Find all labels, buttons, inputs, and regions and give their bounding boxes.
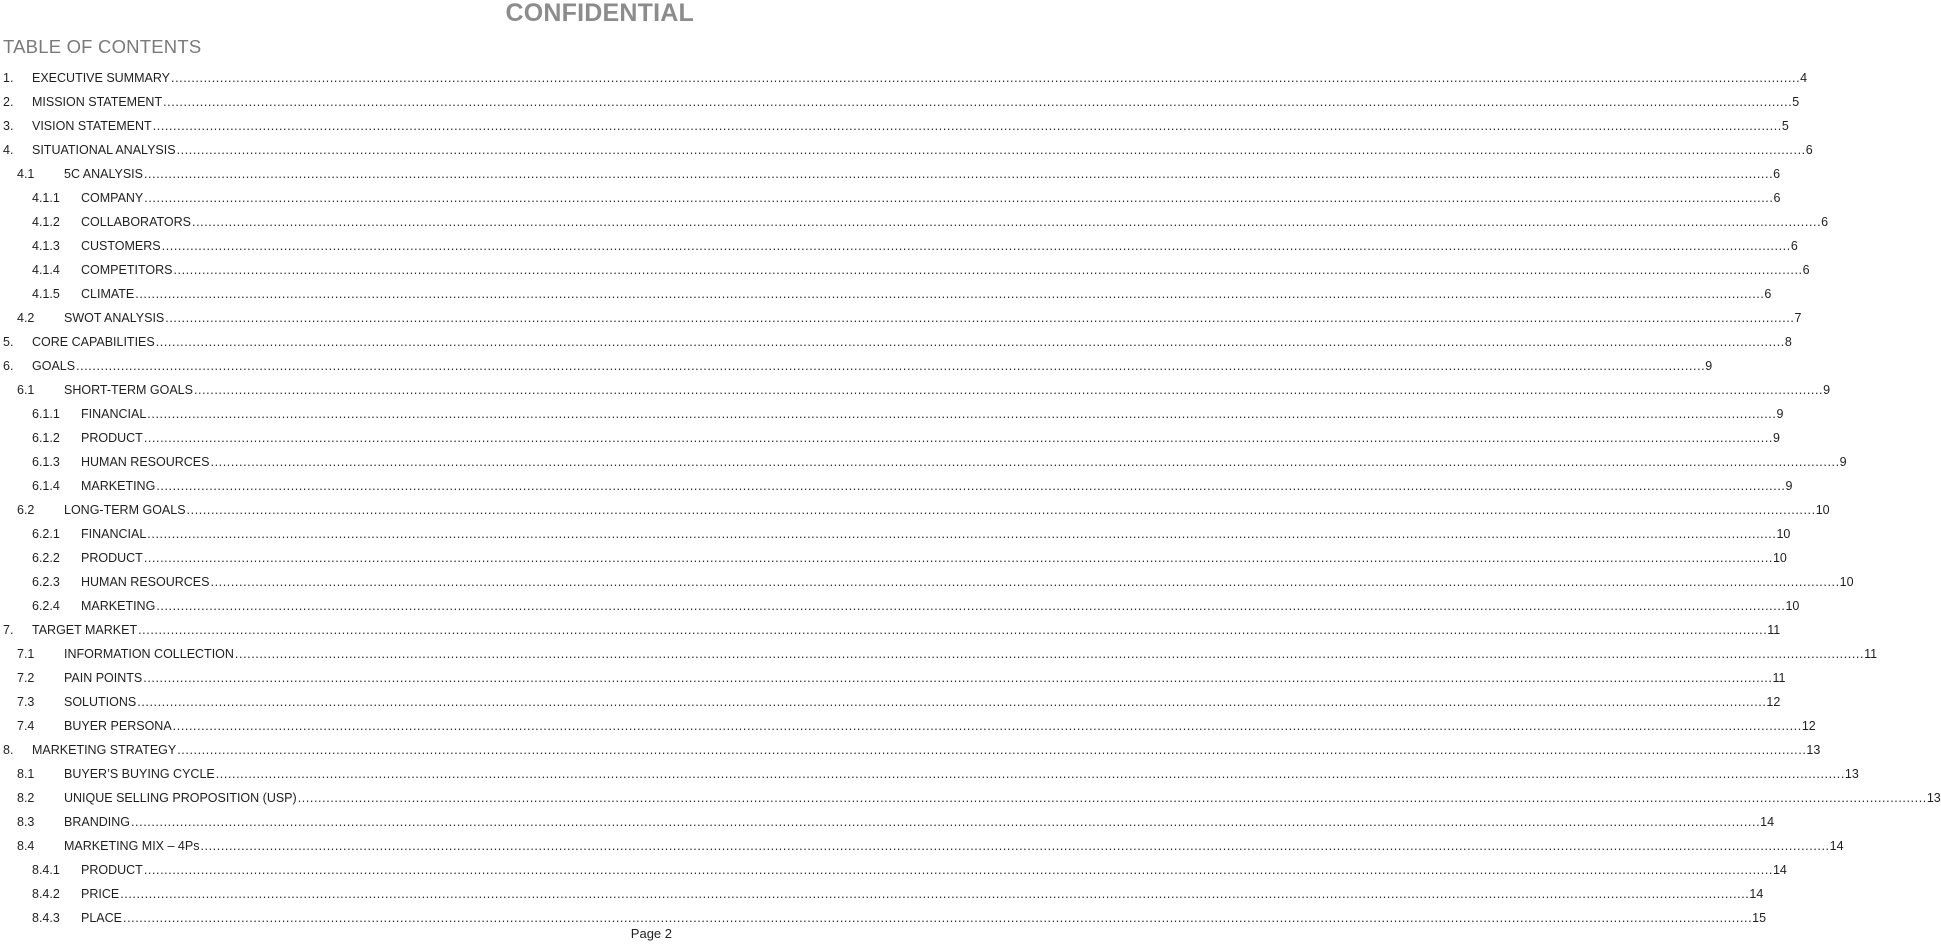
dot-leader: ................................................................................................................................................................................................................................................................................................................................................................................................................ <box>143 863 1773 877</box>
toc-entry[interactable] <box>0 714 1816 738</box>
toc-entry-line <box>32 90 1800 114</box>
toc-entry[interactable] <box>0 234 1798 258</box>
toc-entry-number: 4.1 <box>17 167 35 181</box>
toc-entry-page: 13 <box>1845 762 1859 786</box>
toc-entry[interactable] <box>0 402 1784 426</box>
toc-entry[interactable] <box>0 258 1810 282</box>
toc-entry-line <box>64 762 1859 786</box>
toc-entry-number: 4.1.4 <box>32 263 60 277</box>
toc-entry-label[interactable]: HUMAN RESOURCES <box>81 570 211 594</box>
toc-entry-number: 7.2 <box>17 671 35 685</box>
toc-entry-label[interactable]: COLLABORATORS <box>81 210 192 234</box>
toc-entry[interactable] <box>0 66 1808 90</box>
toc-entry-label[interactable]: SWOT ANALYSIS <box>64 306 165 330</box>
toc-entry-number: 7.3 <box>17 695 35 709</box>
toc-entry-number: 3. <box>3 119 14 133</box>
toc-entry[interactable] <box>0 498 1830 522</box>
toc-entry-label[interactable]: HUMAN RESOURCES <box>81 450 211 474</box>
toc-entry-page: 14 <box>1760 810 1774 834</box>
toc-entry-number: 8.3 <box>17 815 35 829</box>
toc-entry-page: 14 <box>1749 882 1763 906</box>
dot-leader: ................................................................................................................................................................................................................................................................................................................................................................................................................ <box>200 839 1830 853</box>
toc-entry-line <box>81 546 1787 570</box>
toc-entry[interactable] <box>0 522 1791 546</box>
toc-entry-number: 4.1.1 <box>32 191 60 205</box>
toc-entry-line <box>81 450 1847 474</box>
toc-entry-line <box>81 594 1800 618</box>
dot-leader: ................................................................................................................................................................................................................................................................................................................................................................................................................ <box>171 71 1801 85</box>
toc-entry-label[interactable]: MISSION STATEMENT <box>32 90 163 114</box>
toc-entry-line <box>81 522 1791 546</box>
toc-entry-number: 5. <box>3 335 14 349</box>
toc-entry-label[interactable]: FINANCIAL <box>81 402 147 426</box>
toc-entry-line <box>32 354 1713 378</box>
toc-entry-page: 9 <box>1705 354 1712 378</box>
toc-entry[interactable] <box>0 618 1781 642</box>
toc-entry-label[interactable]: SITUATIONAL ANALYSIS <box>32 138 177 162</box>
toc-entry-page: 8 <box>1785 330 1792 354</box>
toc-entry[interactable] <box>0 762 1859 786</box>
toc-entry-page: 6 <box>1791 234 1798 258</box>
toc-entry-number: 6.1 <box>17 383 35 397</box>
toc-entry-page: 13 <box>1927 786 1941 810</box>
toc-entry-number: 4.2 <box>17 311 35 325</box>
dot-leader: ................................................................................................................................................................................................................................................................................................................................................................................................................ <box>144 191 1774 205</box>
dot-leader: ................................................................................................................................................................................................................................................................................................................................................................................................................ <box>143 551 1773 565</box>
toc-entry-number: 4.1.5 <box>32 287 60 301</box>
toc-entry-number: 8.2 <box>17 791 35 805</box>
toc-entry-line <box>64 498 1830 522</box>
toc-entry-page: 9 <box>1773 426 1780 450</box>
toc-entry[interactable] <box>0 330 1792 354</box>
toc-entry-line <box>81 570 1854 594</box>
toc-entry-line <box>32 114 1789 138</box>
toc-entry-page: 12 <box>1766 690 1780 714</box>
toc-entry[interactable] <box>0 378 1831 402</box>
toc-entry-line <box>81 282 1772 306</box>
toc-entry[interactable] <box>0 810 1775 834</box>
toc-entry-page: 11 <box>1767 618 1780 642</box>
toc-entry-line <box>81 258 1810 282</box>
toc-entry-line <box>64 810 1775 834</box>
toc-entry-line <box>81 474 1793 498</box>
toc-entry-label[interactable]: TARGET MARKET <box>32 618 138 642</box>
dot-leader: ................................................................................................................................................................................................................................................................................................................................................................................................................ <box>147 527 1777 541</box>
toc-entry-line <box>64 786 1941 810</box>
toc-entry-number: 6.2 <box>17 503 35 517</box>
toc-entry-line <box>81 906 1767 930</box>
toc-entry-page: 12 <box>1802 714 1816 738</box>
toc-entry-page: 6 <box>1803 258 1810 282</box>
dot-leader: ................................................................................................................................................................................................................................................................................................................................................................................................................ <box>176 143 1806 157</box>
toc-entry[interactable] <box>0 210 1829 234</box>
toc-entry-label[interactable]: PRODUCT <box>81 426 144 450</box>
toc-entry-page: 7 <box>1794 306 1801 330</box>
toc-entry-number: 6.1.4 <box>32 479 60 493</box>
dot-leader: ................................................................................................................................................................................................................................................................................................................................................................................................................ <box>76 359 1706 373</box>
toc-entry-page: 10 <box>1840 570 1854 594</box>
toc-entry[interactable] <box>0 426 1780 450</box>
dot-leader: ................................................................................................................................................................................................................................................................................................................................................................................................................ <box>143 431 1773 445</box>
toc-entry-line <box>81 858 1787 882</box>
toc-entry-number: 6.2.2 <box>32 551 60 565</box>
dot-leader: ................................................................................................................................................................................................................................................................................................................................................................................................................ <box>186 503 1816 517</box>
toc-entry-label[interactable]: MARKETING STRATEGY <box>32 738 177 762</box>
dot-leader: ................................................................................................................................................................................................................................................................................................................................................................................................................ <box>143 167 1774 181</box>
toc-entry-line <box>81 402 1784 426</box>
toc-entry-line <box>81 210 1829 234</box>
toc-entry[interactable] <box>0 834 1844 858</box>
toc-entry[interactable] <box>0 858 1787 882</box>
toc-entry-number: 7.1 <box>17 647 35 661</box>
dot-leader: ................................................................................................................................................................................................................................................................................................................................................................................................................ <box>156 599 1786 613</box>
toc-entry[interactable] <box>0 738 1821 762</box>
toc-entry-page: 9 <box>1776 402 1783 426</box>
toc-entry-line <box>64 306 1802 330</box>
toc-entry-number: 8.4.2 <box>32 887 60 901</box>
toc-entry-page: 13 <box>1806 738 1820 762</box>
toc-entry-page: 10 <box>1776 522 1790 546</box>
toc-entry-label[interactable]: INFORMATION COLLECTION <box>64 642 235 666</box>
dot-leader: ................................................................................................................................................................................................................................................................................................................................................................................................................ <box>210 575 1840 589</box>
toc-entry[interactable] <box>0 690 1781 714</box>
dot-leader: ................................................................................................................................................................................................................................................................................................................................................................................................................ <box>147 407 1777 421</box>
toc-entry[interactable] <box>0 162 1781 186</box>
dot-leader: ................................................................................................................................................................................................................................................................................................................................................................................................................ <box>152 119 1782 133</box>
toc-entry-line <box>32 138 1813 162</box>
toc-entry-page: 5 <box>1782 114 1789 138</box>
dot-leader: ................................................................................................................................................................................................................................................................................................................................................................................................................ <box>177 743 1807 757</box>
toc-entry-number: 6.1.1 <box>32 407 60 421</box>
toc-entry-page: 9 <box>1823 378 1830 402</box>
toc-entry[interactable] <box>0 282 1772 306</box>
toc-entry-number: 6. <box>3 359 14 373</box>
toc-entry-line <box>64 690 1781 714</box>
toc-entry-page: 6 <box>1773 162 1780 186</box>
toc-entry-label[interactable]: PRODUCT <box>81 546 144 570</box>
dot-leader: ................................................................................................................................................................................................................................................................................................................................................................................................................ <box>135 287 1765 301</box>
toc-entry-page: 6 <box>1773 186 1780 210</box>
dot-leader: ................................................................................................................................................................................................................................................................................................................................................................................................................ <box>163 95 1793 109</box>
toc-entry-number: 2. <box>3 95 14 109</box>
toc-entry-page: 14 <box>1773 858 1787 882</box>
table-of-contents <box>0 66 1941 930</box>
toc-entry-label[interactable]: SOLUTIONS <box>64 690 137 714</box>
toc-entry-line <box>32 618 1781 642</box>
dot-leader: ................................................................................................................................................................................................................................................................................................................................................................................................................ <box>120 887 1750 901</box>
toc-entry-number: 6.1.3 <box>32 455 60 469</box>
dot-leader: ................................................................................................................................................................................................................................................................................................................................................................................................................ <box>143 671 1773 685</box>
toc-title: TABLE OF CONTENTS <box>3 36 202 57</box>
dot-leader: ................................................................................................................................................................................................................................................................................................................................................................................................................ <box>161 239 1791 253</box>
toc-entry[interactable] <box>0 138 1813 162</box>
toc-entry[interactable] <box>0 306 1802 330</box>
toc-entry-label[interactable]: PLACE <box>81 906 123 930</box>
toc-entry-number: 8.4.1 <box>32 863 60 877</box>
toc-entry-line <box>64 834 1844 858</box>
toc-entry[interactable] <box>0 450 1847 474</box>
toc-entry-number: 4.1.3 <box>32 239 60 253</box>
toc-entry-page: 6 <box>1821 210 1828 234</box>
toc-entry-page: 5 <box>1792 90 1799 114</box>
toc-entry[interactable] <box>0 186 1781 210</box>
toc-entry[interactable] <box>0 786 1941 810</box>
dot-leader: ................................................................................................................................................................................................................................................................................................................................................................................................................ <box>210 455 1840 469</box>
toc-entry-line <box>81 234 1798 258</box>
toc-entry-number: 7.4 <box>17 719 35 733</box>
toc-entry-line <box>32 738 1821 762</box>
dot-leader: ................................................................................................................................................................................................................................................................................................................................................................................................................ <box>297 791 1927 805</box>
toc-entry-page: 11 <box>1772 666 1785 690</box>
toc-entry-label[interactable]: EXECUTIVE SUMMARY <box>32 66 171 90</box>
toc-entry[interactable] <box>0 594 1800 618</box>
toc-entry-line <box>81 882 1764 906</box>
toc-entry-line <box>81 426 1780 450</box>
toc-entry-line <box>64 162 1781 186</box>
toc-entry-label[interactable]: COMPANY <box>81 186 144 210</box>
toc-entry[interactable] <box>0 546 1787 570</box>
toc-entry-line <box>64 642 1878 666</box>
toc-entry[interactable] <box>0 114 1789 138</box>
toc-entry[interactable] <box>0 354 1713 378</box>
toc-entry-line <box>32 330 1792 354</box>
toc-entry-page: 11 <box>1864 642 1877 666</box>
toc-entry-label[interactable]: BUYER PERSONA <box>64 714 173 738</box>
toc-entry-page: 6 <box>1806 138 1813 162</box>
toc-entry-page: 9 <box>1840 450 1847 474</box>
toc-entry[interactable] <box>0 882 1764 906</box>
toc-entry-line <box>64 378 1831 402</box>
toc-entry-number: 4. <box>3 143 14 157</box>
toc-entry-number: 6.2.3 <box>32 575 60 589</box>
dot-leader: ................................................................................................................................................................................................................................................................................................................................................................................................................ <box>193 383 1824 397</box>
toc-entry-line <box>64 714 1816 738</box>
toc-entry-page: 14 <box>1830 834 1844 858</box>
toc-entry-line <box>81 186 1781 210</box>
toc-entry-number: 6.2.1 <box>32 527 60 541</box>
toc-entry-number: 8.4 <box>17 839 35 853</box>
toc-entry[interactable] <box>0 666 1786 690</box>
dot-leader: ................................................................................................................................................................................................................................................................................................................................................................................................................ <box>173 263 1803 277</box>
dot-leader: ................................................................................................................................................................................................................................................................................................................................................................................................................ <box>172 719 1802 733</box>
toc-entry-page: 4 <box>1800 66 1807 90</box>
toc-entry-line <box>64 666 1786 690</box>
toc-entry[interactable] <box>0 90 1800 114</box>
toc-entry[interactable] <box>0 642 1878 666</box>
toc-entry-page: 10 <box>1816 498 1830 522</box>
toc-entry-number: 6.2.4 <box>32 599 60 613</box>
toc-entry[interactable] <box>0 906 1767 930</box>
dot-leader: ................................................................................................................................................................................................................................................................................................................................................................................................................ <box>156 479 1786 493</box>
toc-entry-label[interactable]: CUSTOMERS <box>81 234 162 258</box>
confidential-header: CONFIDENTIAL <box>505 0 694 27</box>
dot-leader: ................................................................................................................................................................................................................................................................................................................................................................................................................ <box>215 767 1845 781</box>
dot-leader: ................................................................................................................................................................................................................................................................................................................................................................................................................ <box>138 623 1768 637</box>
toc-entry-number: 4.1.2 <box>32 215 60 229</box>
toc-entry-label[interactable]: VISION STATEMENT <box>32 114 153 138</box>
toc-entry-label[interactable]: BUYER’S BUYING CYCLE <box>64 762 216 786</box>
toc-entry-label[interactable]: PAIN POINTS <box>64 666 143 690</box>
toc-entry-label[interactable]: PRICE <box>81 882 120 906</box>
toc-entry-page: 6 <box>1764 282 1771 306</box>
toc-entry-number: 7. <box>3 623 14 637</box>
toc-entry-label[interactable]: 5C ANALYSIS <box>64 162 144 186</box>
toc-entry-number: 8.1 <box>17 767 35 781</box>
toc-entry-label[interactable]: GOALS <box>32 354 76 378</box>
dot-leader: ................................................................................................................................................................................................................................................................................................................................................................................................................ <box>137 695 1767 709</box>
toc-entry-number: 8. <box>3 743 14 757</box>
toc-entry-label[interactable]: UNIQUE SELLING PROPOSITION (USP) <box>64 786 298 810</box>
toc-entry-label[interactable]: LONG-TERM GOALS <box>64 498 187 522</box>
dot-leader: ................................................................................................................................................................................................................................................................................................................................................................................................................ <box>234 647 1865 661</box>
toc-entry-page: 10 <box>1785 594 1799 618</box>
toc-entry-label[interactable]: BRANDING <box>64 810 131 834</box>
toc-entry-page: 9 <box>1785 474 1792 498</box>
toc-entry-number: 1. <box>3 71 14 85</box>
dot-leader: ................................................................................................................................................................................................................................................................................................................................................................................................................ <box>192 215 1822 229</box>
page-number: Page 2 <box>630 926 672 941</box>
toc-entry-label[interactable]: SHORT-TERM GOALS <box>64 378 194 402</box>
toc-entry-page: 10 <box>1773 546 1787 570</box>
toc-entry[interactable] <box>0 474 1793 498</box>
toc-entry-label[interactable]: MARKETING <box>81 594 156 618</box>
toc-entry-label[interactable]: MARKETING MIX – 4Ps <box>64 834 200 858</box>
toc-entry-number: 6.1.2 <box>32 431 60 445</box>
toc-entry-number: 8.4.3 <box>32 911 60 925</box>
toc-entry-label[interactable]: CORE CAPABILITIES <box>32 330 156 354</box>
toc-entry-label[interactable]: COMPETITORS <box>81 258 173 282</box>
toc-entry-page: 15 <box>1752 906 1766 930</box>
toc-entry-label[interactable]: CLIMATE <box>81 282 135 306</box>
dot-leader: ................................................................................................................................................................................................................................................................................................................................................................................................................ <box>130 815 1761 829</box>
toc-entry-label[interactable]: PRODUCT <box>81 858 144 882</box>
dot-leader: ................................................................................................................................................................................................................................................................................................................................................................................................................ <box>123 911 1753 925</box>
dot-leader: ................................................................................................................................................................................................................................................................................................................................................................................................................ <box>155 335 1785 349</box>
toc-entry[interactable] <box>0 570 1854 594</box>
toc-entry-label[interactable]: MARKETING <box>81 474 156 498</box>
dot-leader: ................................................................................................................................................................................................................................................................................................................................................................................................................ <box>165 311 1795 325</box>
toc-entry-label[interactable]: FINANCIAL <box>81 522 147 546</box>
toc-entry-line <box>32 66 1808 90</box>
